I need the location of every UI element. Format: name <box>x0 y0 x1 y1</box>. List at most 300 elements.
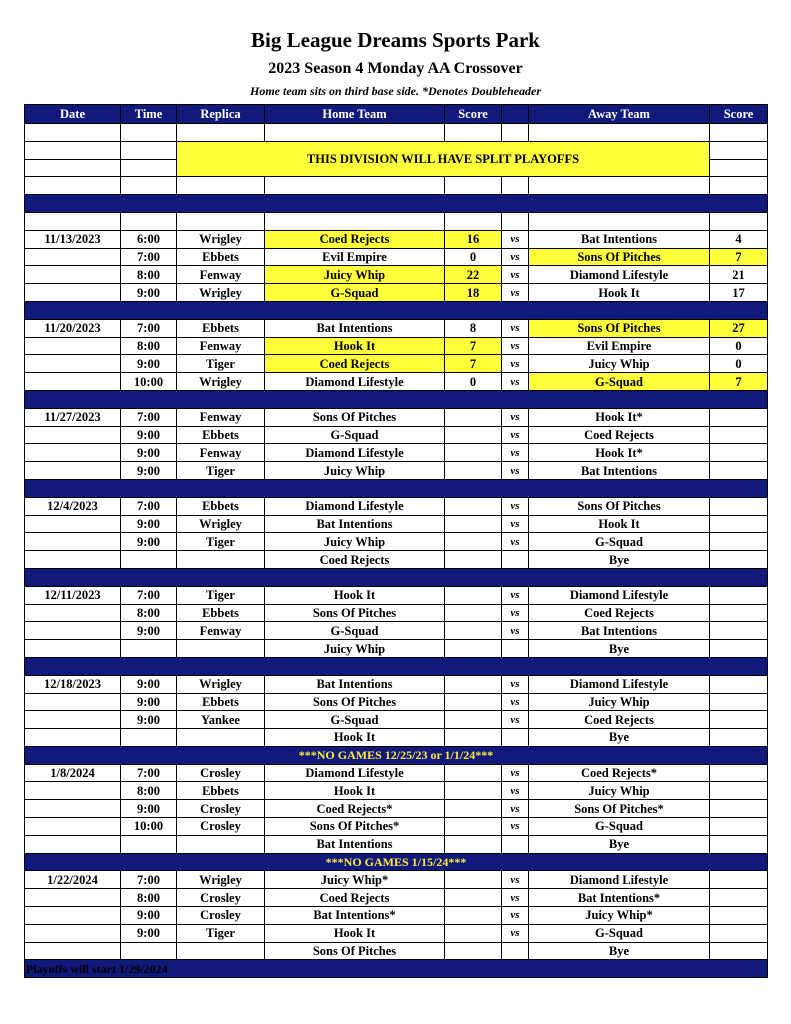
date-cell <box>25 729 121 747</box>
home-team-cell: Bat Intentions <box>265 515 445 533</box>
date-cell: 1/8/2024 <box>25 764 121 782</box>
replica-cell: Tiger <box>177 586 265 604</box>
table-row <box>25 426 768 444</box>
away-team-cell: Hook It* <box>529 408 710 426</box>
separator-cell <box>25 568 768 586</box>
home-team-cell: Coed Rejects <box>265 355 445 373</box>
vs-cell: vs <box>502 586 529 604</box>
column-header-away-team: Away Team <box>529 105 710 124</box>
time-cell: 8:00 <box>121 337 177 355</box>
vs-cell: vs <box>502 230 529 248</box>
home-score-cell <box>445 604 502 622</box>
replica-cell: Crosley <box>177 889 265 907</box>
home-score-cell: 0 <box>445 373 502 391</box>
away-score-cell <box>710 871 768 889</box>
no-games-notice-row <box>25 746 768 764</box>
date-cell <box>25 462 121 480</box>
vs-cell: vs <box>502 711 529 729</box>
replica-cell <box>177 640 265 658</box>
home-score-cell <box>445 889 502 907</box>
home-team-cell: Hook It <box>265 337 445 355</box>
date-cell <box>25 835 121 853</box>
away-score-cell <box>710 622 768 640</box>
time-cell: 7:00 <box>121 586 177 604</box>
home-score-cell <box>445 444 502 462</box>
week-separator-row <box>25 195 768 213</box>
time-cell: 9:00 <box>121 675 177 693</box>
replica-cell: Ebbets <box>177 782 265 800</box>
replica-cell: Wrigley <box>177 373 265 391</box>
empty-cell <box>177 124 265 142</box>
vs-cell: vs <box>502 533 529 551</box>
time-cell: 7:00 <box>121 408 177 426</box>
away-score-cell <box>710 782 768 800</box>
vs-cell: vs <box>502 515 529 533</box>
away-score-cell <box>710 444 768 462</box>
date-cell <box>25 355 121 373</box>
replica-cell: Fenway <box>177 266 265 284</box>
replica-cell: Wrigley <box>177 871 265 889</box>
vs-cell: vs <box>502 675 529 693</box>
vs-cell: vs <box>502 337 529 355</box>
home-team-cell: Juicy Whip <box>265 640 445 658</box>
away-team-cell: Evil Empire <box>529 337 710 355</box>
date-cell <box>25 907 121 925</box>
date-cell <box>25 266 121 284</box>
date-cell: 11/13/2023 <box>25 230 121 248</box>
away-team-cell: G-Squad <box>529 373 710 391</box>
date-cell <box>25 640 121 658</box>
table-row <box>25 889 768 907</box>
replica-cell: Ebbets <box>177 426 265 444</box>
away-score-cell <box>710 426 768 444</box>
away-team-cell: Diamond Lifestyle <box>529 871 710 889</box>
away-team-cell: G-Squad <box>529 533 710 551</box>
column-header-home-team: Home Team <box>265 105 445 124</box>
replica-cell: Crosley <box>177 907 265 925</box>
replica-cell: Fenway <box>177 622 265 640</box>
time-cell: 7:00 <box>121 871 177 889</box>
replica-cell: Wrigley <box>177 284 265 302</box>
page-subtitle: 2023 Season 4 Monday AA Crossover <box>268 60 523 77</box>
blank-row <box>25 212 768 230</box>
empty-cell <box>529 212 710 230</box>
date-cell <box>25 604 121 622</box>
date-cell <box>25 924 121 942</box>
away-score-cell <box>710 942 768 960</box>
replica-cell: Tiger <box>177 462 265 480</box>
time-cell: 8:00 <box>121 266 177 284</box>
replica-cell: Crosley <box>177 764 265 782</box>
replica-cell <box>177 942 265 960</box>
home-score-cell <box>445 782 502 800</box>
table-row <box>25 248 768 266</box>
banner-row <box>25 141 768 159</box>
separator-cell <box>25 657 768 675</box>
date-cell: 12/18/2023 <box>25 675 121 693</box>
empty-cell <box>445 177 502 195</box>
home-team-cell: Sons Of Pitches <box>265 408 445 426</box>
column-header-date: Date <box>25 105 121 124</box>
empty-cell <box>121 212 177 230</box>
replica-cell: Tiger <box>177 533 265 551</box>
date-cell <box>25 426 121 444</box>
week-separator-row <box>25 390 768 408</box>
date-cell: 12/4/2023 <box>25 497 121 515</box>
date-cell <box>25 782 121 800</box>
home-score-cell: 7 <box>445 355 502 373</box>
home-score-cell <box>445 711 502 729</box>
home-team-cell: G-Squad <box>265 711 445 729</box>
away-score-cell <box>710 889 768 907</box>
vs-cell: vs <box>502 693 529 711</box>
empty-cell <box>25 212 121 230</box>
empty-cell <box>529 124 710 142</box>
column-header-replica: Replica <box>177 105 265 124</box>
time-cell: 9:00 <box>121 533 177 551</box>
vs-cell <box>502 640 529 658</box>
replica-cell: Fenway <box>177 444 265 462</box>
table-row <box>25 373 768 391</box>
away-team-cell: Sons Of Pitches* <box>529 800 710 818</box>
date-cell: 1/22/2024 <box>25 871 121 889</box>
empty-cell <box>121 141 177 159</box>
empty-cell <box>502 124 529 142</box>
empty-cell <box>121 177 177 195</box>
away-score-cell <box>710 675 768 693</box>
page-title: Big League Dreams Sports Park <box>251 28 540 52</box>
replica-cell <box>177 551 265 569</box>
week-separator-row <box>25 301 768 319</box>
home-score-cell <box>445 640 502 658</box>
vs-cell: vs <box>502 764 529 782</box>
away-score-cell <box>710 497 768 515</box>
home-score-cell: 8 <box>445 319 502 337</box>
table-row <box>25 586 768 604</box>
vs-cell <box>502 551 529 569</box>
vs-cell: vs <box>502 907 529 925</box>
replica-cell: Ebbets <box>177 604 265 622</box>
table-row <box>25 622 768 640</box>
vs-cell: vs <box>502 408 529 426</box>
separator-cell <box>25 479 768 497</box>
table-row <box>25 355 768 373</box>
vs-cell: vs <box>502 818 529 836</box>
away-score-cell <box>710 586 768 604</box>
home-score-cell <box>445 942 502 960</box>
away-score-cell <box>710 693 768 711</box>
home-score-cell <box>445 729 502 747</box>
away-team-cell: Coed Rejects <box>529 711 710 729</box>
date-cell: 12/11/2023 <box>25 586 121 604</box>
time-cell: 7:00 <box>121 497 177 515</box>
date-cell <box>25 373 121 391</box>
home-team-cell: G-Squad <box>265 426 445 444</box>
home-team-cell: Bat Intentions <box>265 835 445 853</box>
home-score-cell <box>445 800 502 818</box>
table-row <box>25 497 768 515</box>
replica-cell: Crosley <box>177 800 265 818</box>
home-team-cell: Diamond Lifestyle <box>265 373 445 391</box>
empty-cell <box>529 177 710 195</box>
replica-cell <box>177 835 265 853</box>
home-score-cell <box>445 622 502 640</box>
home-team-cell: Sons Of Pitches* <box>265 818 445 836</box>
away-score-cell <box>710 640 768 658</box>
time-cell: 8:00 <box>121 604 177 622</box>
vs-cell <box>502 835 529 853</box>
empty-cell <box>265 124 445 142</box>
away-team-cell: Diamond Lifestyle <box>529 586 710 604</box>
time-cell: 9:00 <box>121 693 177 711</box>
home-score-cell <box>445 426 502 444</box>
home-team-cell: Diamond Lifestyle <box>265 764 445 782</box>
date-cell <box>25 622 121 640</box>
table-row <box>25 337 768 355</box>
home-score-cell <box>445 675 502 693</box>
schedule-table <box>24 104 768 978</box>
away-team-cell: Hook It* <box>529 444 710 462</box>
table-row <box>25 693 768 711</box>
vs-cell: vs <box>502 622 529 640</box>
away-team-cell: Sons Of Pitches <box>529 248 710 266</box>
away-team-cell: Juicy Whip* <box>529 907 710 925</box>
home-team-cell: Coed Rejects <box>265 889 445 907</box>
away-score-cell <box>710 800 768 818</box>
away-score-cell <box>710 924 768 942</box>
time-cell: 9:00 <box>121 462 177 480</box>
vs-cell: vs <box>502 426 529 444</box>
vs-cell: vs <box>502 284 529 302</box>
time-cell: 7:00 <box>121 319 177 337</box>
replica-cell: Fenway <box>177 337 265 355</box>
time-cell: 9:00 <box>121 515 177 533</box>
away-score-cell <box>710 515 768 533</box>
away-score-cell <box>710 818 768 836</box>
time-cell: 9:00 <box>121 800 177 818</box>
away-team-cell: G-Squad <box>529 924 710 942</box>
away-team-cell: Bye <box>529 942 710 960</box>
blank-row <box>25 124 768 142</box>
table-row <box>25 266 768 284</box>
home-team-cell: Hook It <box>265 729 445 747</box>
empty-cell <box>710 212 768 230</box>
home-team-cell: Juicy Whip <box>265 266 445 284</box>
home-team-cell: Coed Rejects <box>265 230 445 248</box>
split-playoffs-banner: THIS DIVISION WILL HAVE SPLIT PLAYOFFS <box>177 141 710 177</box>
table-row <box>25 942 768 960</box>
away-score-cell: 0 <box>710 355 768 373</box>
away-team-cell: Juicy Whip <box>529 782 710 800</box>
empty-cell <box>25 124 121 142</box>
away-team-cell: Coed Rejects <box>529 426 710 444</box>
vs-cell <box>502 942 529 960</box>
home-team-cell: Juicy Whip <box>265 533 445 551</box>
away-team-cell: Diamond Lifestyle <box>529 675 710 693</box>
away-team-cell: G-Squad <box>529 818 710 836</box>
no-games-notice: ***NO GAMES 1/15/24*** <box>25 853 768 871</box>
away-score-cell: 7 <box>710 248 768 266</box>
away-score-cell <box>710 711 768 729</box>
replica-cell: Ebbets <box>177 693 265 711</box>
empty-cell <box>710 124 768 142</box>
replica-cell: Ebbets <box>177 319 265 337</box>
home-score-cell <box>445 907 502 925</box>
separator-cell <box>25 301 768 319</box>
time-cell <box>121 640 177 658</box>
time-cell: 10:00 <box>121 818 177 836</box>
away-team-cell: Bye <box>529 640 710 658</box>
empty-cell <box>177 177 265 195</box>
time-cell <box>121 942 177 960</box>
vs-cell: vs <box>502 266 529 284</box>
table-row <box>25 871 768 889</box>
vs-cell: vs <box>502 889 529 907</box>
home-team-cell: Juicy Whip* <box>265 871 445 889</box>
table-row <box>25 640 768 658</box>
home-score-cell: 22 <box>445 266 502 284</box>
time-cell: 8:00 <box>121 889 177 907</box>
empty-cell <box>502 177 529 195</box>
empty-cell <box>502 212 529 230</box>
separator-cell <box>25 390 768 408</box>
replica-cell: Wrigley <box>177 515 265 533</box>
table-row <box>25 764 768 782</box>
away-team-cell: Sons Of Pitches <box>529 319 710 337</box>
date-cell <box>25 693 121 711</box>
home-score-cell <box>445 871 502 889</box>
time-cell: 9:00 <box>121 355 177 373</box>
home-score-cell <box>445 586 502 604</box>
replica-cell: Ebbets <box>177 248 265 266</box>
table-row <box>25 729 768 747</box>
home-score-cell: 18 <box>445 284 502 302</box>
empty-cell <box>710 159 768 177</box>
time-cell: 9:00 <box>121 924 177 942</box>
away-team-cell: Hook It <box>529 515 710 533</box>
table-row <box>25 408 768 426</box>
away-score-cell <box>710 764 768 782</box>
empty-cell <box>265 177 445 195</box>
vs-cell: vs <box>502 800 529 818</box>
replica-cell: Wrigley <box>177 230 265 248</box>
week-separator-row <box>25 479 768 497</box>
table-row <box>25 533 768 551</box>
vs-cell: vs <box>502 355 529 373</box>
blank-row <box>25 177 768 195</box>
home-team-cell: Bat Intentions <box>265 319 445 337</box>
away-team-cell: Bat Intentions <box>529 622 710 640</box>
home-team-note: Home team sits on third base side. *Denotes Doubleheader <box>250 84 541 98</box>
time-cell: 9:00 <box>121 426 177 444</box>
vs-cell: vs <box>502 497 529 515</box>
vs-cell: vs <box>502 444 529 462</box>
home-team-cell: Juicy Whip <box>265 462 445 480</box>
away-team-cell: Coed Rejects <box>529 604 710 622</box>
home-team-cell: Coed Rejects* <box>265 800 445 818</box>
home-team-cell: Bat Intentions* <box>265 907 445 925</box>
date-cell <box>25 533 121 551</box>
home-team-cell: Hook It <box>265 586 445 604</box>
no-games-notice-row <box>25 853 768 871</box>
empty-cell <box>177 212 265 230</box>
table-row <box>25 515 768 533</box>
vs-cell: vs <box>502 248 529 266</box>
table-row <box>25 835 768 853</box>
date-cell: 11/27/2023 <box>25 408 121 426</box>
away-team-cell: Bye <box>529 835 710 853</box>
away-team-cell: Sons Of Pitches <box>529 497 710 515</box>
table-row <box>25 604 768 622</box>
home-score-cell <box>445 462 502 480</box>
time-cell: 7:00 <box>121 764 177 782</box>
table-row <box>25 907 768 925</box>
away-score-cell: 7 <box>710 373 768 391</box>
replica-cell: Tiger <box>177 924 265 942</box>
date-cell <box>25 284 121 302</box>
replica-cell: Wrigley <box>177 675 265 693</box>
away-score-cell <box>710 408 768 426</box>
empty-cell <box>25 177 121 195</box>
home-score-cell: 0 <box>445 248 502 266</box>
time-cell <box>121 729 177 747</box>
away-team-cell: Hook It <box>529 284 710 302</box>
home-team-cell: Bat Intentions <box>265 675 445 693</box>
date-cell <box>25 248 121 266</box>
date-cell <box>25 515 121 533</box>
away-score-cell <box>710 462 768 480</box>
date-cell <box>25 444 121 462</box>
empty-cell <box>25 159 121 177</box>
column-header-away-score: Score <box>710 105 768 124</box>
time-cell: 9:00 <box>121 622 177 640</box>
replica-cell: Fenway <box>177 408 265 426</box>
empty-cell <box>710 141 768 159</box>
vs-cell: vs <box>502 871 529 889</box>
home-score-cell: 7 <box>445 337 502 355</box>
table-row <box>25 230 768 248</box>
empty-cell <box>710 177 768 195</box>
table-row <box>25 782 768 800</box>
vs-cell: vs <box>502 604 529 622</box>
away-team-cell: Diamond Lifestyle <box>529 266 710 284</box>
time-cell: 6:00 <box>121 230 177 248</box>
empty-cell <box>25 141 121 159</box>
replica-cell: Yankee <box>177 711 265 729</box>
away-score-cell <box>710 551 768 569</box>
date-cell: 11/20/2023 <box>25 319 121 337</box>
table-row <box>25 675 768 693</box>
away-score-cell: 21 <box>710 266 768 284</box>
date-cell <box>25 818 121 836</box>
away-team-cell: Bat Intentions <box>529 230 710 248</box>
table-row <box>25 711 768 729</box>
away-score-cell: 0 <box>710 337 768 355</box>
away-score-cell: 4 <box>710 230 768 248</box>
time-cell: 7:00 <box>121 248 177 266</box>
separator-cell <box>25 195 768 213</box>
column-header-home-score: Score <box>445 105 502 124</box>
home-score-cell <box>445 835 502 853</box>
table-row <box>25 800 768 818</box>
table-row <box>25 462 768 480</box>
home-score-cell <box>445 408 502 426</box>
schedule-body <box>25 124 768 978</box>
column-header-time: Time <box>121 105 177 124</box>
playoffs-footer: Playoffs will start 1/29/2024 <box>26 962 168 976</box>
replica-cell <box>177 729 265 747</box>
home-team-cell: Hook It <box>265 782 445 800</box>
